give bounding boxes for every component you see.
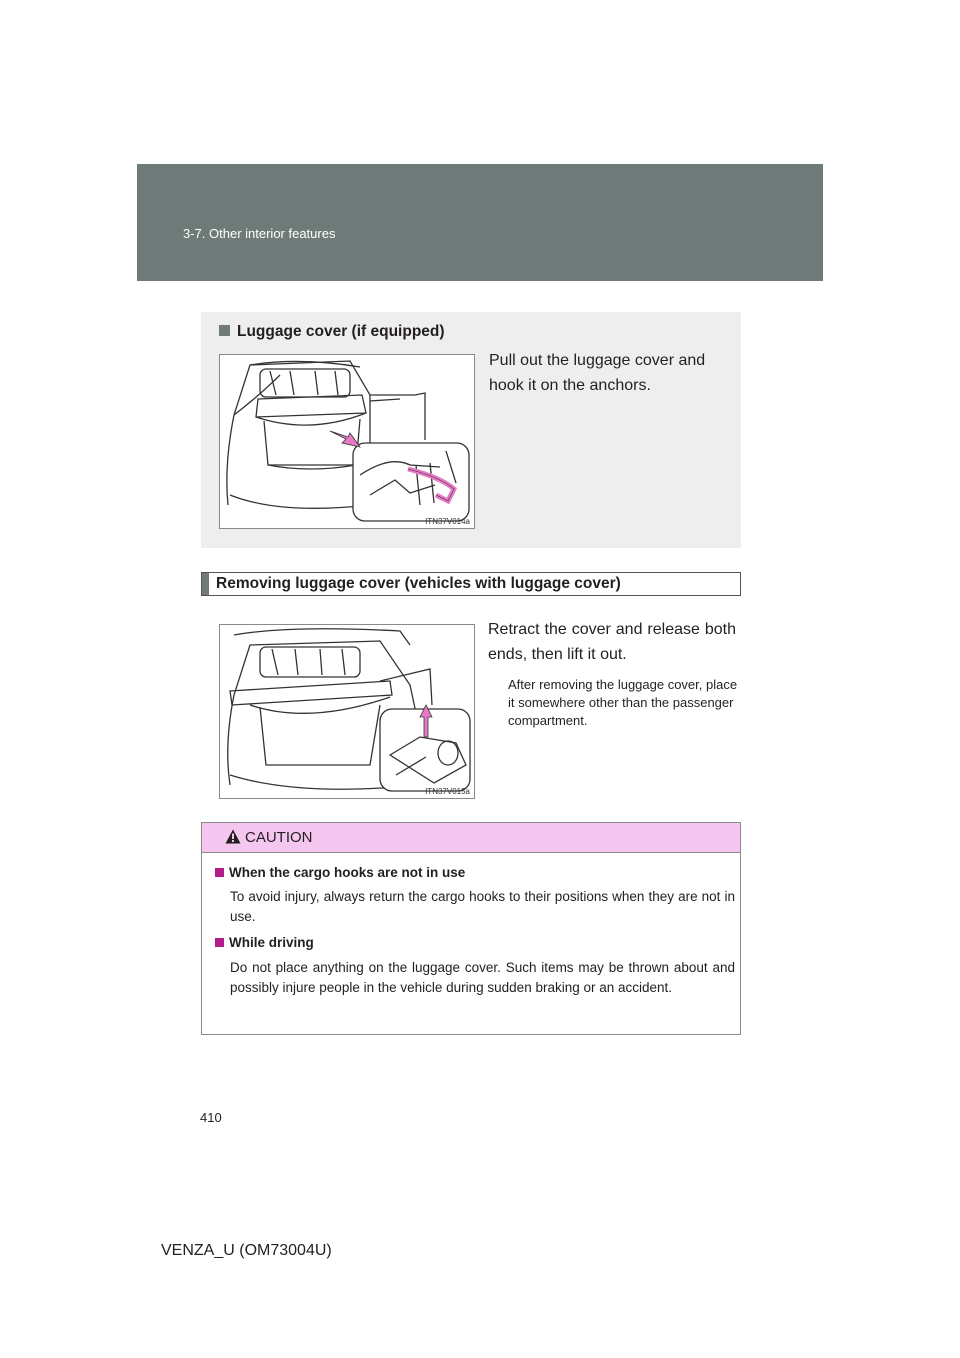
cargo-area-drawing [220,355,474,528]
page-number: 410 [200,1110,222,1125]
caution-item-heading [215,865,465,880]
cargo-removal-drawing [220,625,474,798]
caution-item-heading [215,935,314,950]
caution-item-body: Do not place anything on the luggage cover. Such items may be thrown about and possibly injure people in the vehicle during sudden braking or an accident. [230,960,735,995]
caution-item-heading-text: While driving [229,935,314,950]
warning-triangle-icon [225,829,241,844]
removing-instruction: Retract the cover and release both ends, then lift it out. [488,621,736,663]
luggage-cover-heading-text: Luggage cover (if equipped) [237,323,445,340]
figure-code: ITN37V014a [425,517,470,526]
header-band [137,164,823,281]
square-bullet-icon [219,325,230,336]
footer-code: VENZA_U (OM73004U) [161,1242,332,1259]
square-bullet-icon [215,868,224,877]
figure-code: ITN37V015a [425,787,470,796]
caution-item-body: To avoid injury, always return the cargo hooks to their positions when they are not in use. [230,889,735,924]
removing-cover-illustration [219,624,475,799]
caution-title: CAUTION [245,829,313,846]
caution-header [202,823,740,853]
square-bullet-icon [215,938,224,947]
removing-note: After removing the luggage cover, place it somewhere other than the passenger compartment. [508,677,738,728]
removing-section-title: Removing luggage cover (vehicles with luggage cover) [216,575,621,592]
caution-item-heading-text: When the cargo hooks are not in use [229,865,466,880]
luggage-cover-illustration [219,354,475,529]
title-bar-tab [202,573,209,595]
luggage-cover-heading [219,323,445,341]
removing-section-title-bar [201,572,741,596]
caution-box [201,822,741,1035]
luggage-cover-panel [201,312,741,548]
luggage-cover-instruction: Pull out the luggage cover and hook it on the anchors. [489,352,706,394]
section-reference: 3-7. Other interior features [183,226,336,241]
